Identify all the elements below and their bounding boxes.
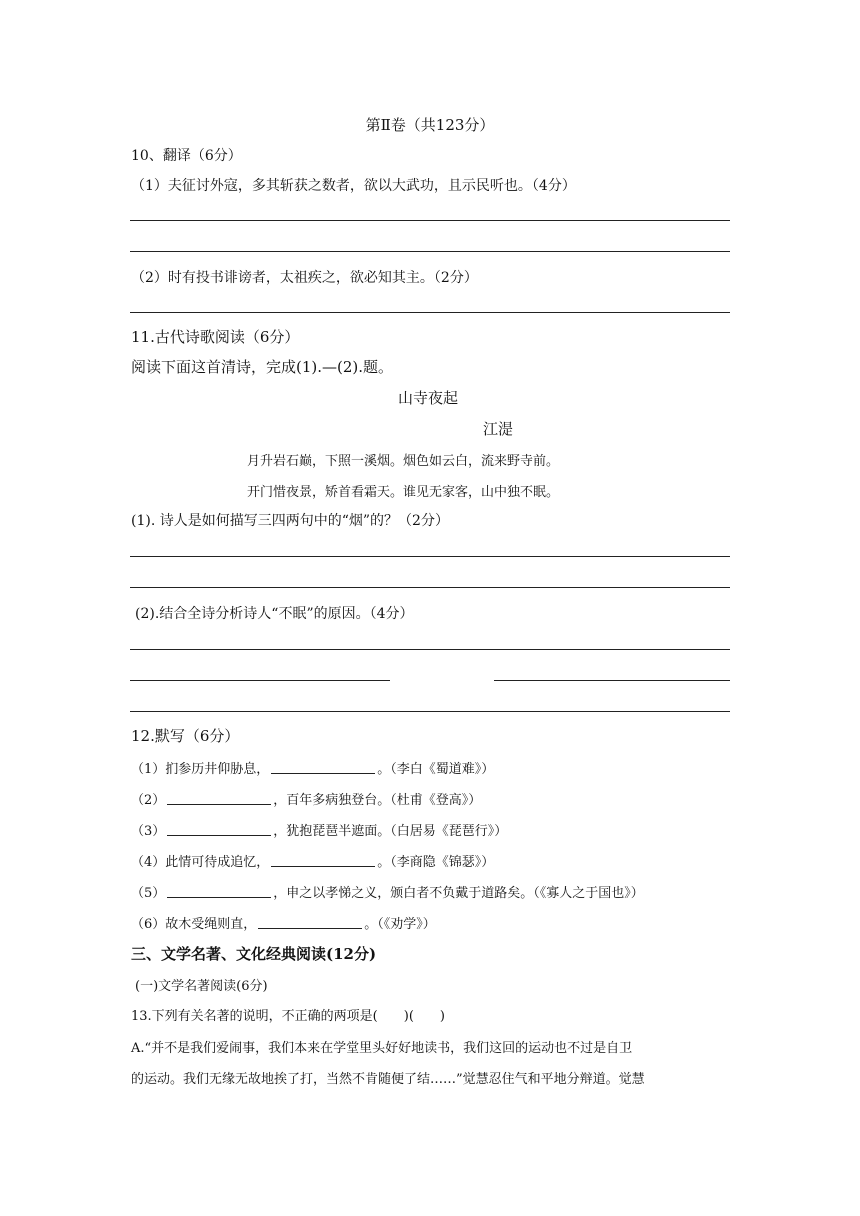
fill-blank xyxy=(167,823,271,836)
q12-heading: 12.默写（6分） xyxy=(131,727,240,745)
fill-blank xyxy=(258,916,362,929)
poem-title: 山寺夜起 xyxy=(398,389,459,407)
answer-line xyxy=(130,556,730,557)
q11-instruction: 阅读下面这首清诗，完成(1).—(2).题。 xyxy=(131,358,394,376)
answer-line xyxy=(130,587,730,588)
dictation-item: （6）故木受绳则直， 。（《劝学》） xyxy=(131,917,436,932)
dictation-item: （1）扪参历井仰胁息， 。（李白《蜀道难》） xyxy=(131,762,495,777)
poem-author: 江湜 xyxy=(483,420,514,438)
poem-line-1: 月升岩石巅，下照一溪烟。烟色如云白，流来野寺前。 xyxy=(247,454,560,469)
dictation-item: （4）此情可待成追忆， 。（李商隐《锦瑟》） xyxy=(131,855,495,870)
q11-heading: 11.古代诗歌阅读（6分） xyxy=(131,328,300,346)
answer-line xyxy=(130,680,390,681)
q10-item-1: （1）夫征讨外寇，多其斩获之数者，欲以大武功，且示民听也。（4分） xyxy=(131,178,576,194)
q13-option-a-line-1: A.“并不是我们爱闹事，我们本来在学堂里头好好地读书，我们这回的运动也不过是自卫 xyxy=(131,1041,633,1056)
fill-blank xyxy=(271,854,375,867)
section-title: 第Ⅱ卷（共123分） xyxy=(365,116,495,134)
q11-sub-2: (2).结合全诗分析诗人“不眠”的原因。（4分） xyxy=(135,606,414,622)
q10-heading: 10、翻译（6分） xyxy=(131,148,242,164)
dictation-item: （3） ，犹抱琵琶半遮面。（白居易《琵琶行》） xyxy=(131,824,508,839)
fill-blank xyxy=(167,885,271,898)
answer-line xyxy=(130,711,730,712)
answer-line xyxy=(494,680,730,681)
q11-sub-1: (1). 诗人是如何描写三四两句中的“烟”的？（2分） xyxy=(131,513,449,529)
q13-stem: 13.下列有关名著的说明，不正确的两项是( )( ) xyxy=(131,1009,445,1024)
dictation-item: （2） ，百年多病独登台。（杜甫《登高》） xyxy=(131,793,482,808)
q13-option-a-line-2: 的运动。我们无缘无故地挨了打，当然不肯随便了结……”觉慧忍住气和平地分辩道。觉慧 xyxy=(131,1072,645,1087)
fill-blank xyxy=(167,792,271,805)
dictation-item: （5） ，申之以孝悌之义，颁白者不负戴于道路矣。（《寡人之于国也》） xyxy=(131,886,644,901)
part3-heading: 三、文学名著、文化经典阅读(12分) xyxy=(131,945,377,963)
fill-blank xyxy=(271,761,375,774)
poem-line-2: 开门惜夜景，矫首看霜天。谁见无家客，山中独不眠。 xyxy=(247,485,560,500)
q10-item-2: （2）时有投书诽谤者，太祖疾之，欲必知其主。（2分） xyxy=(131,270,478,286)
part3-subheading: (一)文学名著阅读(6分) xyxy=(135,979,268,994)
answer-line xyxy=(130,251,730,252)
answer-line xyxy=(130,312,730,313)
answer-line xyxy=(130,649,730,650)
answer-line xyxy=(130,220,730,221)
